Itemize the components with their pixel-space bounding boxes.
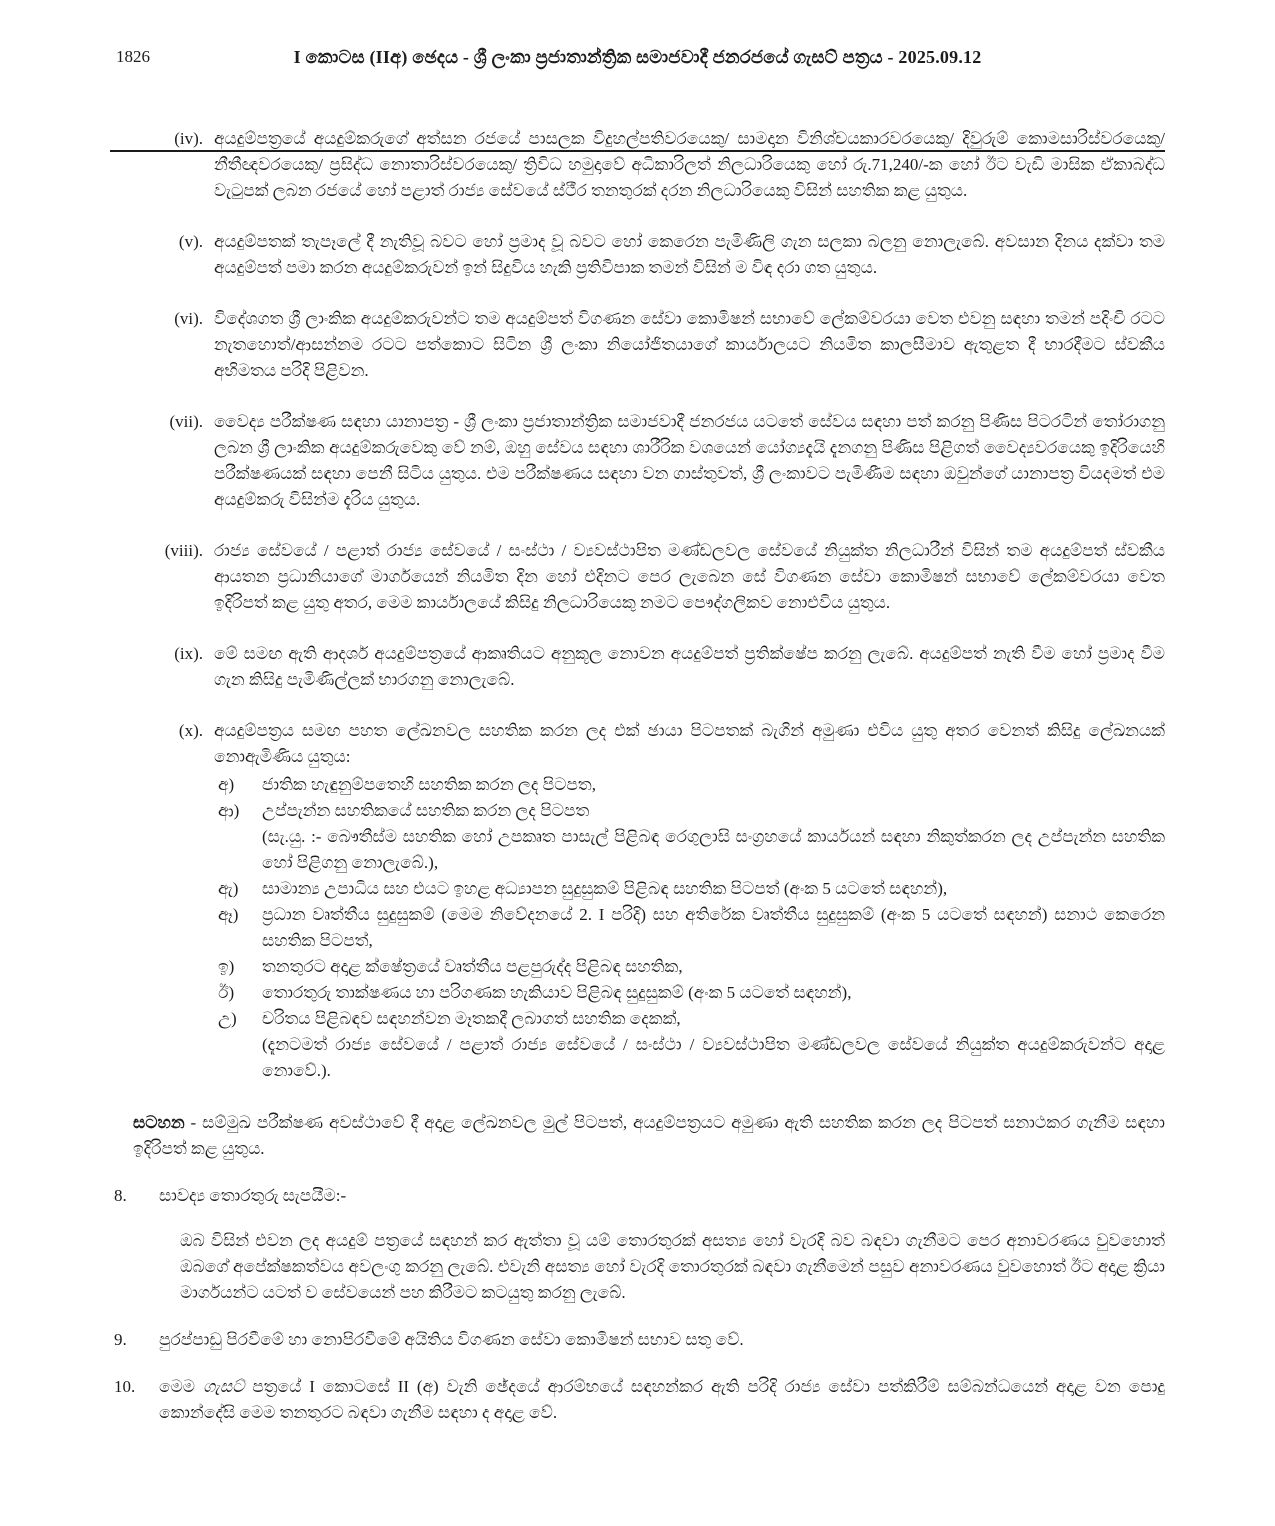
page-title: I කොටස (IIඅ) ඡෙදය - ශ්‍රී ලංකා ප්‍රජාතාන්ත්‍රික සමාජවාදී ජනරජයේ ගැසට් පත්‍රය - 2025.09.12	[293, 47, 982, 67]
clause-x-label: (x).	[178, 721, 203, 740]
header-rule	[110, 150, 1165, 152]
page-header	[0, 0, 1275, 72]
list-item-u-main: චරිතය පිළිබඳව සඳහන්වන මෑතකදී ලබාගත් සහතික දෙකක්,	[262, 1009, 681, 1028]
list-item-ae	[218, 876, 1165, 902]
list-item-aa-note: (සැ.යු. :- බෞතීස්ම සහතික හෝ උපකෘත පාසැල් පිළිබඳ රෙගුලාසි සංග්‍රහයේ කාර්යයන් සඳහා නිකුත්කරන ලද උප්පැන්න සහතික හෝ පිළිගනු නොලැබේ.),	[262, 827, 1165, 872]
note-text: - සම්මුඛ පරීක්ෂණ අවස්ථාවේ දී අදාළ ලේඛනවල මුල් පිටපත්, අයදුම්පත්‍රයට අමුණා ඇති සහතික කරන ලද පිටපත් සනාථකර ගැනීම සඳහා ඉදිරිපත් කළ යුතුය.	[133, 1113, 1165, 1158]
list-item-ii	[218, 980, 1165, 1006]
clause-vii-text: වෛද්‍ය පරීක්ෂණ සඳහා යානාපත්‍ර - ශ්‍රී ලංකා ප්‍රජාතාන්ත්‍රික සමාජවාදී ජනරජය යටතේ සේවය සඳහා පත් කරනු පිණිස පිටරටින් තෝරාගනු ලබන ශ්‍රී ලාංකික අයදුම්කරුවෙකු වේ නම්, ඔහු සේවය සඳහා ශාරීරික වශයෙන් යෝග්‍යදැයි දැනගනු පිණිස පිළිගත් වෛද්‍යවරයෙකු ඉදිරියෙහි පරීක්ෂණයක් සඳහා පෙනී සිටිය යුතුය. එම පරීක්ෂණය සඳහා වන ගාස්තුවත්, ශ්‍රී ලංකාවට පැමිණීම සඳහා ඔවුන්ගේ යානාපත්‍ර වියදමත් එම අයදුම්කරු විසින්ම දැරිය යුතුය.	[214, 412, 1165, 509]
clause-iv-text: අයදුම්පත්‍රයේ අයදුම්කරුගේ අත්සන රජයේ පාසලක විදුහල්පතිවරයෙකු/ සාමදාන විනිශ්චයකාරවරයෙකු/ දිවුරුම් කොමසාරිස්වරයෙකු/නීතීඥවරයෙකු/ ප්‍රසිද්ධ නොතාරිස්වරයෙකු/ ත්‍රිවිධ හමුදාවේ අධිකාරිලත් නිලධාරියෙකු හෝ රු.71,240/-ක හෝ ඊට වැඩි මාසික ඒකාබද්ධ වැටුපක් ලබන රජයේ හෝ පළාත් රාජ්‍ය සේවයේ ස්ථීර තනතුරක් දරන නිලධාරියෙකු විසින් සහතික කළ යුතුය.	[214, 129, 1165, 200]
list-item-a	[218, 772, 1165, 798]
clause-viii-text: රාජ්‍ය සේවයේ / පළාත් රාජ්‍ය සේවයේ / සංස්ථා / ව්‍යවස්ථාපිත මණ්ඩලවල සේවයේ නියුක්ත නිලධාරීන් විසින් තම අයදුම්පත් ස්වකීය ආයතන ප්‍රධානියාගේ මාර්ගයෙන් නියමිත දින හෝ එදිනට පෙර ලැබෙන සේ විගණන සේවා කොමිෂන් සභාවේ ලේකම්වරයා වෙත ඉදිරිපත් කළ යුතු අතර, මෙම කාර්යාලයේ කිසිදු නිලධාරියෙකු නමට පෞද්ගලිකව නොඑවිය යුතුය.	[214, 541, 1165, 612]
list-item-aa-main: උප්පැන්න සහතිකයේ සහතික කරන ලද පිටපත	[262, 801, 590, 820]
list-item-aa-text	[262, 798, 1165, 876]
clause-ix	[110, 641, 1165, 693]
clause-ix-text: මේ සමඟ ඇති ආදර්ශ අයදුම්පත්‍රයේ ආකෘතියට අනුකූල නොවන අයදුම්පත් ප්‍රතික්ෂේප කරනු ලැබේ. අයදුම්පත් නැති වීම හෝ ප්‍රමාද වීම ගැන කිසිදු පැමිණිල්ලක් භාරගනු නොලැබේ.	[214, 644, 1165, 689]
list-item-aae-label: ඈ)	[218, 905, 239, 924]
list-item-u	[218, 1006, 1165, 1084]
document-checklist	[110, 772, 1165, 1084]
section-8-heading: සාවද්‍ය තොරතුරු සැපයීම:-	[159, 1186, 347, 1205]
section-8-body: ඔබ විසින් එවන ලද අයදුම් පත්‍රයේ සඳහන් කර ඇත්තා වූ යම් තොරතුරක් අසත්‍ය හෝ වැරදි බව බඳවා ගැනීමට පෙර අනාවරණය වුවහොත් ඔබගේ අපේක්ෂකත්වය අවලංගු කරනු ලැබේ. එවැනි අසත්‍ය හෝ වැරදි තොරතුරක් බඳවා ගැනීමෙන් පසුව අනාවරණය වුවහොත් ඊට අදාළ ක්‍රියා මාර්ගයන්ට යටත් ව සේවයෙන් පහ කිරීමට කටයුතු කරනු ලැබේ.	[180, 1231, 1165, 1302]
list-item-ii-label: ඊ)	[218, 983, 235, 1002]
section-10	[110, 1374, 1165, 1426]
clause-vi-text: විදේශගත ශ්‍රී ලාංකික අයදුම්කරුවන්ට තම අයදුම්පත් විගණන සේවා කොමිෂන් සභාවේ ලේකම්වරයා වෙත එවනු සඳහා තමන් පදිංචි රටට නැතහොත්/ආසන්නම රටට පත්කොට සිටින ශ්‍රී ලංකා නියෝජිතයාගේ කාර්යාලයට නියමිත කාලසීමාව ඇතුළත දී භාරදීමට ස්වකීය අභිමතය පරිදි පිළිවන.	[214, 309, 1165, 380]
list-item-aa	[218, 798, 1165, 876]
note-label: සටහන	[133, 1113, 185, 1132]
clause-v	[110, 229, 1165, 281]
section-10-number: 10.	[114, 1377, 136, 1396]
clause-vi-label: (vi).	[174, 309, 203, 328]
list-item-a-label: අ)	[218, 775, 235, 794]
page-number: 1826	[116, 47, 150, 66]
clause-v-label: (v).	[178, 232, 203, 251]
list-item-aae	[218, 902, 1165, 954]
list-item-u-label: උ)	[218, 1009, 237, 1028]
section-10-text-pre: මෙම	[159, 1377, 203, 1396]
clause-x-text: අයදුම්පත්‍රය සමඟ පහත ලේඛනවල සහතික කරන ලද එක් ඡායා පිටපතක් බැගින් අමුණා එවිය යුතු අතර වෙනත් කිසිදු ලේඛනයක් නොඇමිණිය යුතුය:	[214, 721, 1165, 766]
clause-vii-label: (vii).	[169, 412, 203, 431]
list-item-aa-label: ආ)	[218, 801, 240, 820]
section-10-text-post: පත්‍රයේ I කොටසේ II (අ) වැනි ඡේදයේ ආරම්භයේ සඳහන්කර ඇති පරිදි රාජ්‍ය සේවා පත්කිරීම් සම්බන්ධයෙන් අදාළ වන පොදු කොන්දේසි මෙම තනතුරට බඳවා ගැනීම සඳහා ද අදාළ වේ.	[159, 1377, 1165, 1422]
section-9-text: පුරප්පාඩු පිරවීමේ හා නොපිරවීමේ අයිතිය විගණන සේවා කොමිෂන් සභාව සතු වේ.	[159, 1330, 744, 1349]
list-item-a-text: ජාතික හැඳුනුම්පතෙහි සහතික කරන ලද පිටපත,	[262, 775, 596, 794]
clause-viii	[110, 538, 1165, 616]
section-8-number: 8.	[114, 1186, 127, 1205]
section-9	[110, 1327, 1165, 1353]
list-item-u-text	[262, 1006, 1165, 1084]
list-item-i-label: ඉ)	[218, 957, 235, 976]
list-item-ii-text: තොරතුරු තාක්ෂණය හා පරිගණක හැකියාව පිළිබඳ සුදුසුකම් (අංක 5 යටතේ සඳහන්),	[262, 983, 852, 1002]
note-paragraph	[133, 1110, 1165, 1162]
list-item-i	[218, 954, 1165, 980]
clause-vi	[110, 306, 1165, 384]
list-item-u-note: (දැනටමත් රාජ්‍ය සේවයේ / පළාත් රාජ්‍ය සේවයේ / සංස්ථා / ව්‍යවස්ථාපිත මණ්ඩලවල සේවයේ නියුක්ත අයදුම්කරුවන්ට අදාළ නොවේ.).	[262, 1035, 1165, 1080]
section-10-text	[159, 1374, 1165, 1426]
document-body	[0, 74, 1275, 1426]
clause-viii-label: (viii).	[164, 541, 203, 560]
section-8	[110, 1183, 1165, 1209]
clause-v-text: අයදුම්පතක් තැපෑලේ දී නැතිවූ බවට හෝ ප්‍රමාද වූ බවට හෝ කෙරෙන පැමිණිලි ගැන සලකා බලනු නොලැබේ. අවසාන දිනය දක්වා තම අයදුම්පත් පමා කරන අයදුම්කරුවන් ඉන් සිදුවිය හැකි ප්‍රතිවිපාක තමන් විසින් ම විඳ දරා ගත යුතුය.	[214, 232, 1165, 277]
section-9-number: 9.	[114, 1330, 127, 1349]
section-10-gazette-word: ගැසට්	[202, 1377, 245, 1396]
clause-vii	[110, 409, 1165, 513]
clause-iv	[110, 126, 1165, 204]
clause-ix-label: (ix).	[174, 644, 203, 663]
list-item-aae-text: ප්‍රධාන වෘත්තීය සුදුසුකම් (මෙම නිවේදනයේ 2. I පරිදි) සහ අතිරේක වෘත්තීය සුදුසුකම් (අංක 5 යටතේ සඳහන්) සනාථ කෙරෙන සහතික පිටපත්,	[262, 905, 1165, 950]
list-item-ae-label: ඇ)	[218, 879, 239, 898]
clause-x	[110, 718, 1165, 770]
clause-iv-label: (iv).	[174, 129, 203, 148]
list-item-ae-text: සාමාන්‍ය උපාධිය සහ එයට ඉහළ අධ්‍යාපන සුදුසුකම් පිළිබඳ සහතික පිටපත් (අංක 5 යටතේ සඳහන්),	[262, 879, 948, 898]
list-item-i-text: තනතුරට අදාළ ක්ෂේත්‍රයේ වෘත්තීය පළපුරුද්ද පිළිබඳ සහතික,	[262, 957, 683, 976]
